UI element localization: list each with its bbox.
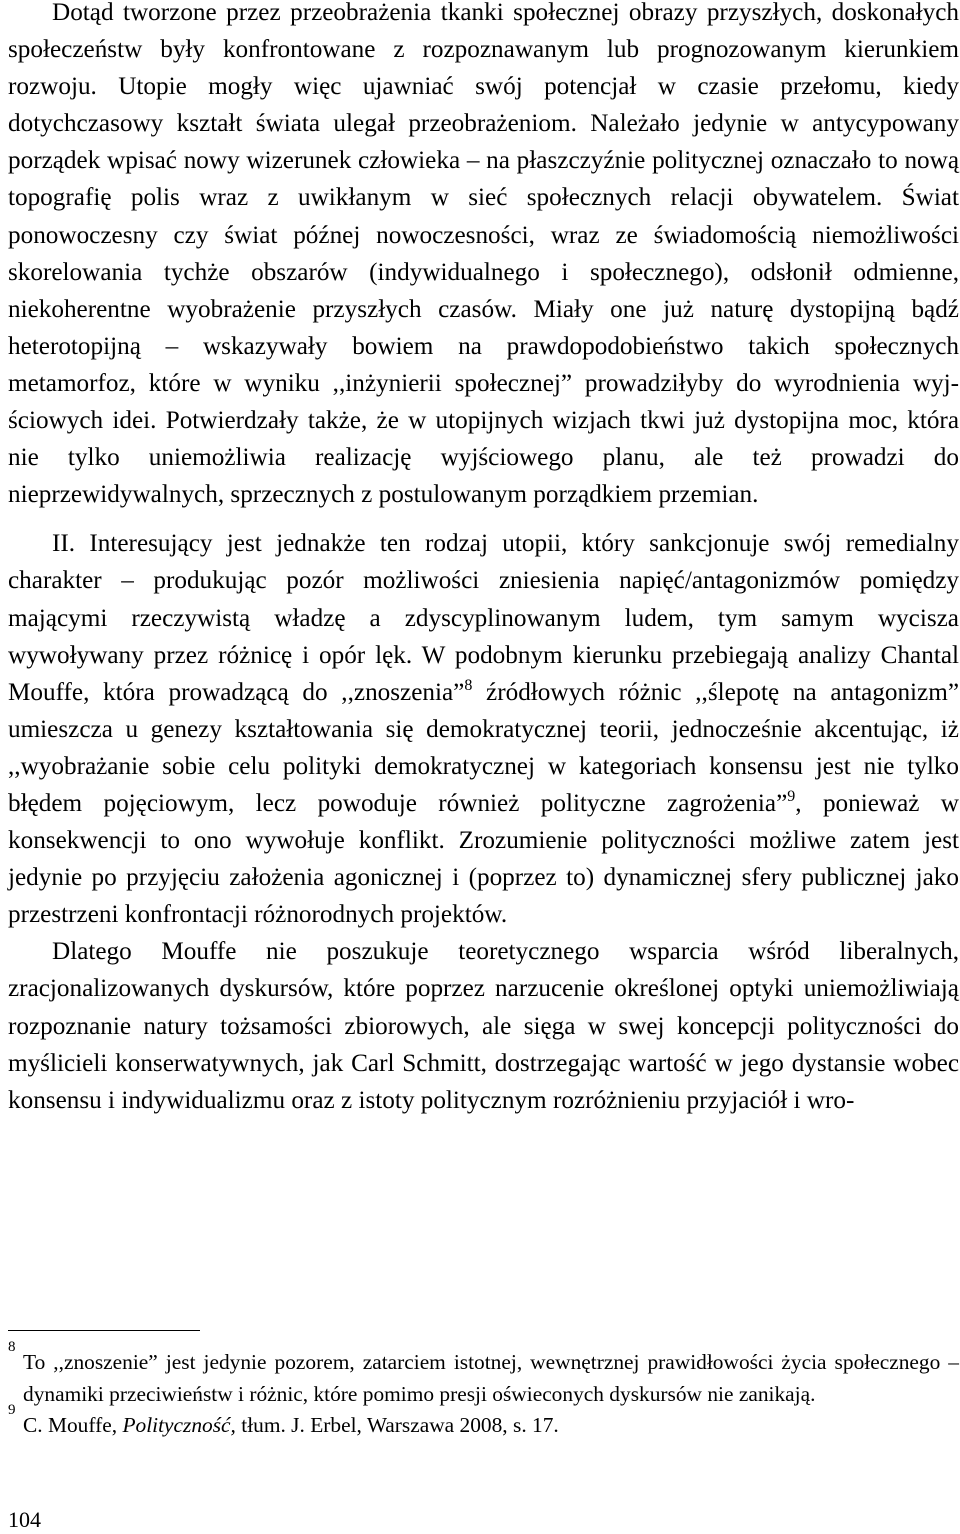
footnote-reference-9: 9 <box>787 788 796 806</box>
book-page <box>8 0 959 1534</box>
footnote-reference-8: 8 <box>464 676 473 694</box>
main-text <box>8 0 959 1119</box>
paragraph-3: Dlatego Mouffe nie poszukuje teoretycznego wsparcia wśród liberalnych, zracjonalizowanych dyskursów, które poprzez narzucenie określonej optyki uniemożliwiają rozpoznanie natury tożsamości zbiorowych, ale sięga w swej koncepcji polityczności do myślicieli konserwatywnych, jak Carl Schmitt, dostrzegając wartość w jego dystansie wobec konsensu i indywidualizmu oraz z istoty politycznym rozróżnieniu przyjaciół i wro- <box>8 938 959 1114</box>
footnote-text-after: tłum. J. Erbel, Warszawa 2008, s. 17. <box>235 1413 559 1438</box>
footnote-number: 9 <box>8 1402 16 1419</box>
paragraph-2-part-2: źródłowych różnic ,,ślepotę na antagonizm” umieszcza u genezy kształtowania się demokratycznej teorii, jednocześnie akcentując, iż ,,wyobrażanie sobie celu polityki demokratycznej w kategoriach konsensu jest nie tylko błędem pojęciowym, lecz powoduje również polityczne zagrożenia” <box>8 678 959 817</box>
footnote-separator <box>8 1330 200 1331</box>
paragraph-2 <box>8 525 959 933</box>
paragraph-2-part-1: II. Interesujący jest jednakże ten rodzaj utopii, który sankcjonuje swój remedialny charakter – produkując pozór możliwości zniesienia napięć/antagonizmów pomiędzy mającymi rzeczywistą władzę a zdyscyplinowanym ludem, tym samym wycisza wywoływany przez różnicę i opór lęk. W podobnym kierunku przebiegają analizy Chantal Mouffe, która prowadzącą do ,,znoszenia” <box>8 530 959 706</box>
page-number: 104 <box>8 1507 41 1532</box>
paragraph-2-part-3: , ponieważ w konsekwencji to ono wywołuje konflikt. Zrozumienie polityczności możliwe zatem jest jedynie po przyjęciu założenia agonicznej i (poprzez to) dynamicznej sfery publicznej jako przestrzeni konfrontacji różnorodnych projektów. <box>8 789 960 929</box>
footnote-8 <box>8 1339 959 1410</box>
footnote-book-title: Polityczność, <box>122 1413 236 1438</box>
footnote-text: To ,,znoszenie” jest jedynie pozorem, zatarciem istotnej, wewnętrznej prawidłowości życia społecznego – dynamiki przeciwieństw i różnic, które pomimo presji oświeconych dyskursów nie zanikają. <box>23 1350 959 1406</box>
footnote-9 <box>8 1402 959 1442</box>
footnotes <box>8 1339 959 1442</box>
footnote-text-before: C. Mouffe, <box>23 1413 123 1438</box>
footnote-number: 8 <box>8 1339 16 1355</box>
paragraph-1: Dotąd tworzone przez przeobrażenia tkanki społecznej obrazy przyszłych, doskonałych społeczeństw były konfrontowane z rozpoznawanym lub prognozowanym kierunkiem rozwoju. Utopie mogły więc ujawniać swój potencjał w czasie przełomu, kiedy dotychczasowy kształt świata ulegał przeobrażeniom. Należało jedynie w antycypowany porządek wpisać nowy wizerunek człowieka – na płaszczyźnie politycznej oznaczało to nową topografię polis wraz z uwikłanym w sieć społecznych relacji obywatelem. Świat ponowoczesny czy świat późnej nowoczesności, wraz ze świadomością niemożliwości skorelowania tychże obszarów (indywidualnego i społecznego), odsłonił odmienne, niekoherentne wyobrażenie przyszłych czasów. Miały one już naturę dystopijną bądź heterotopijną – wskazywały bowiem na prawdopodobieństwo takich społecznych metamorfoz, które w wyniku ,,inżynierii społecznej” prowadziłyby do wyrodnienia wyjściowych idei. Potwierdzały także, że w utopijnych wizjach tkwi już dystopijna moc, która nie tylko uniemożliwia realizację wyjściowego planu, ale też prowadzi do nieprzewidywalnych, sprzecznych z postulowanym porządkiem przemian. <box>8 0 959 509</box>
